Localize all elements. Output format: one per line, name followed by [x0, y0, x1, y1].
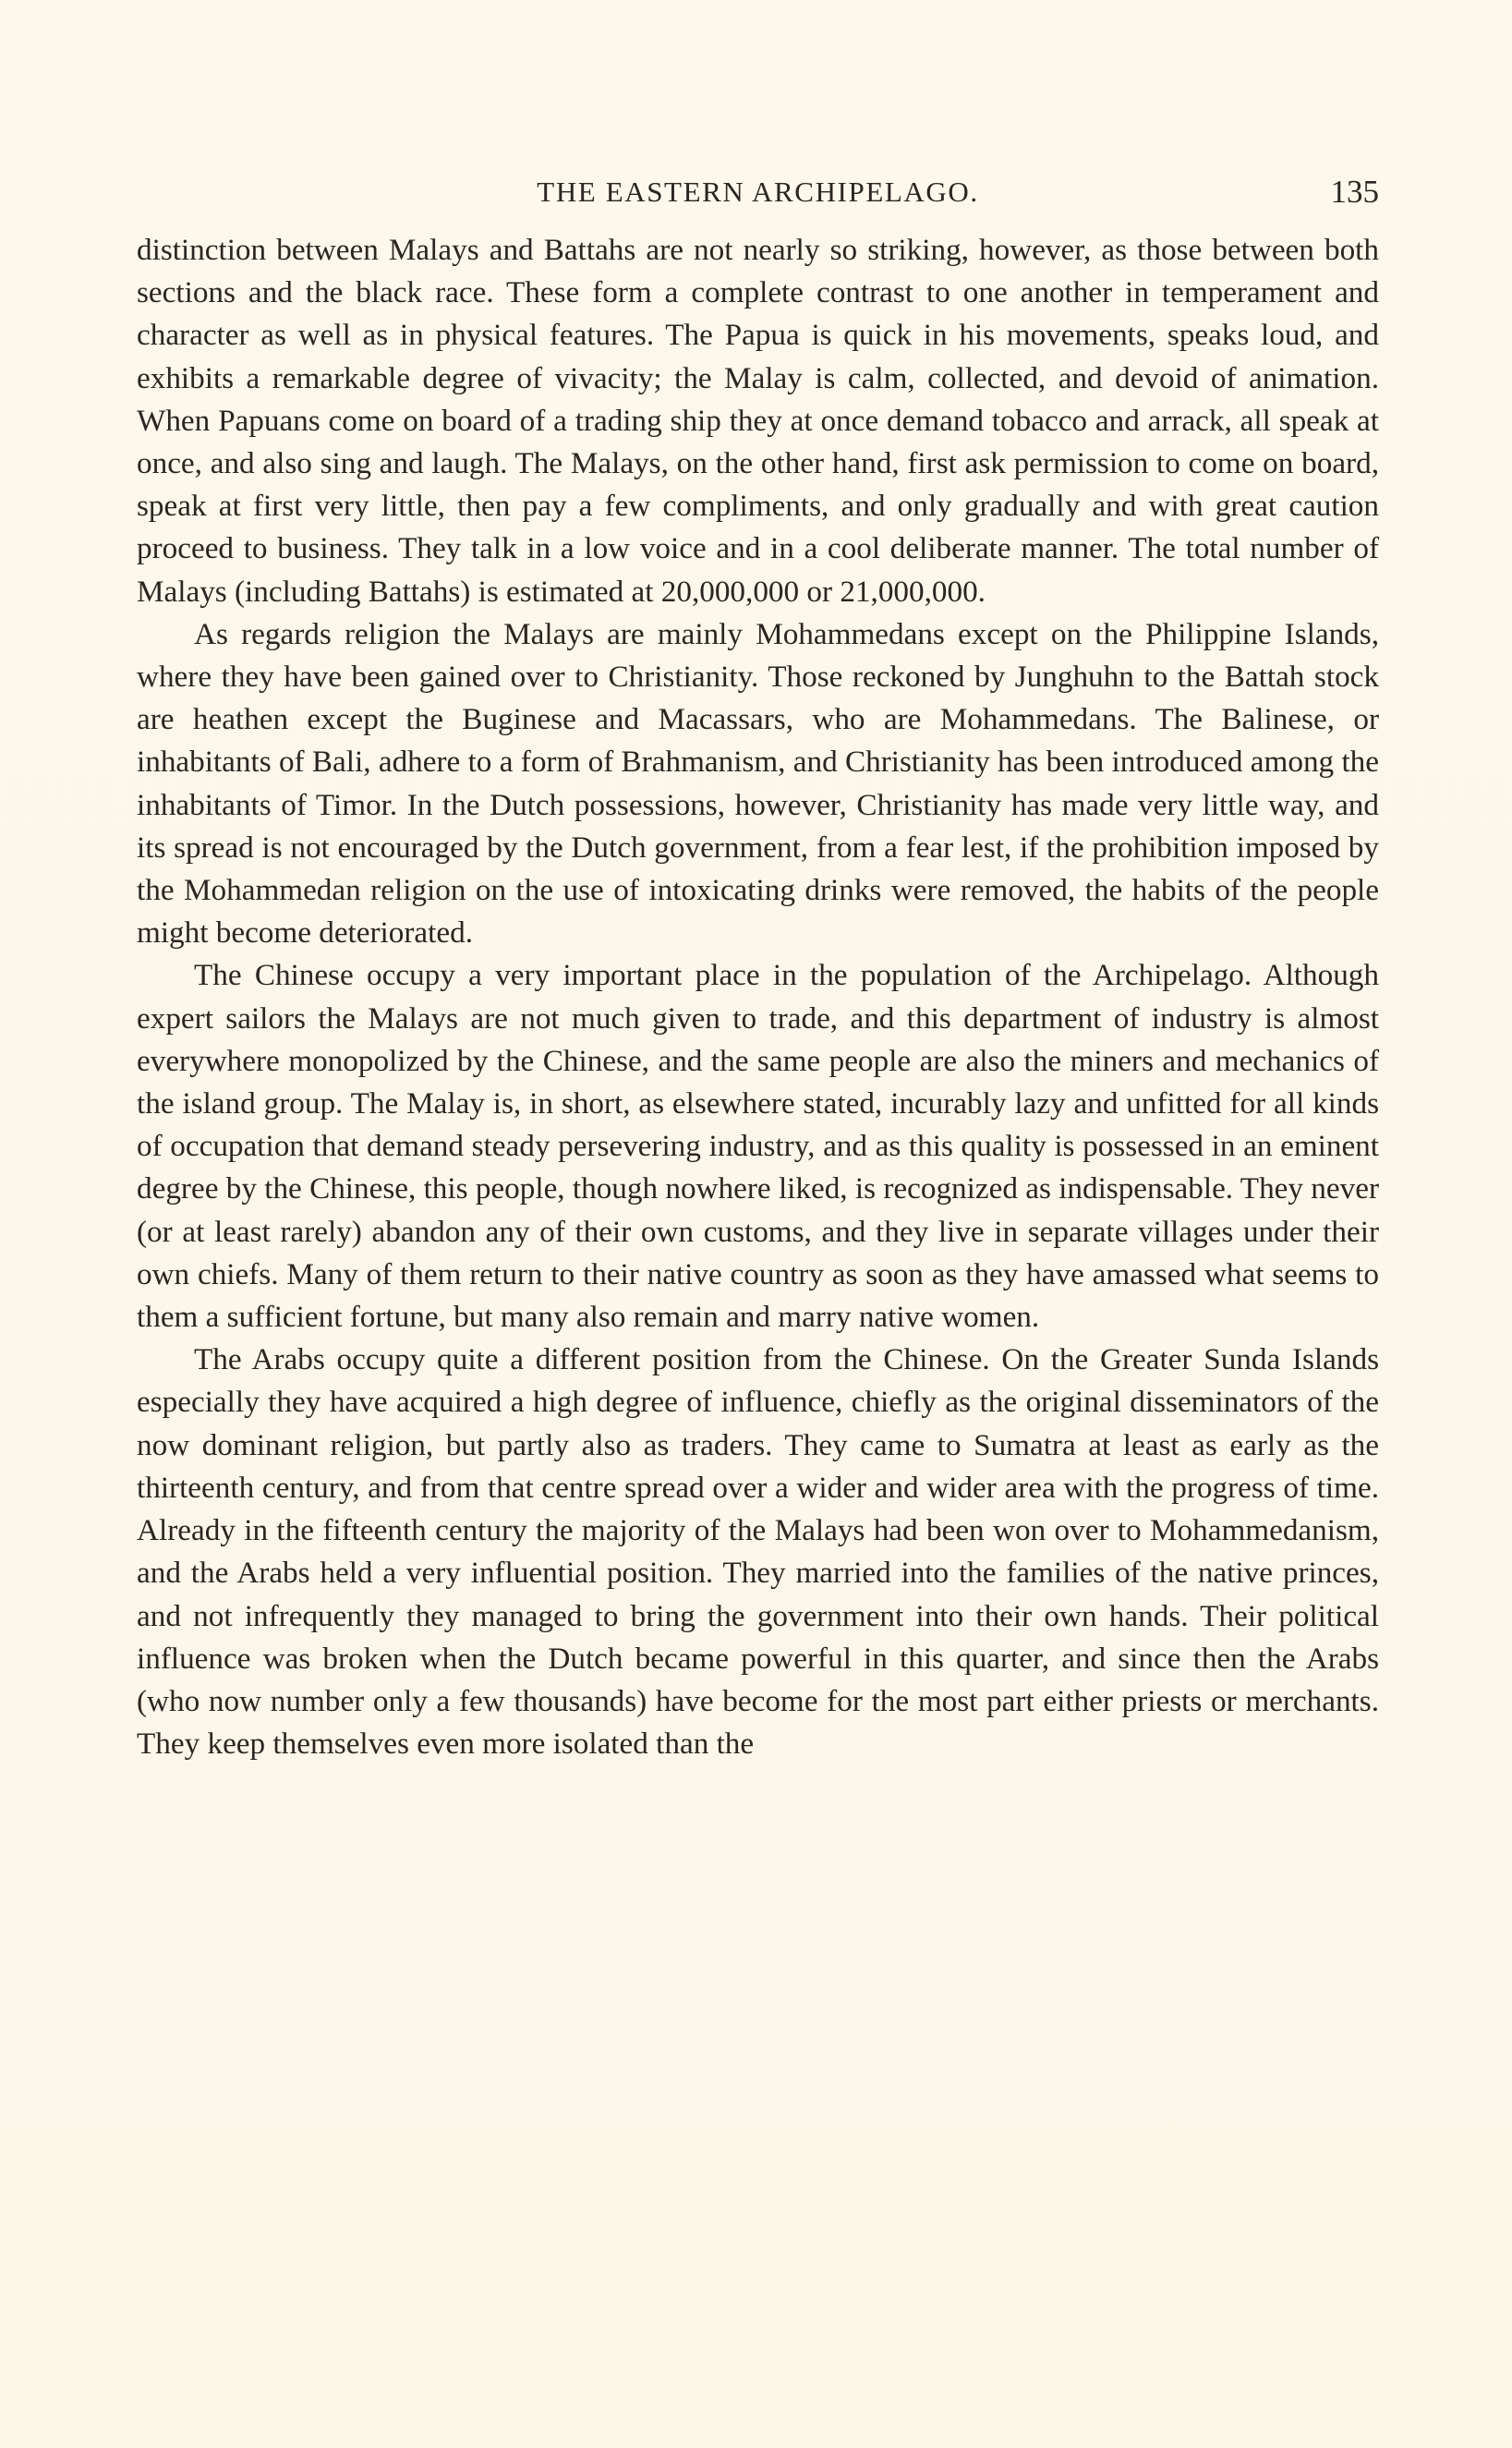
paragraph-chinese: The Chinese occupy a very important place in the population of the Archipelago. Although expert sailors the Malays are not much given to trade, and this department of industry is almost everywhere monopolized by the Chinese, and the same people are also the miners and mechanics of the island group. The Malay is, in short, as elsewhere stated, incurably lazy and unfitted for all kinds of occupation that demand steady persevering industry, and as this quality is possessed in an eminent degree by the Chinese, this people, though nowhere liked, is recognized as indispensable. They never (or at least rarely) abandon any of their own customs, and they live in separate villages under their own chiefs. Many of them return to their native country as soon as they have amassed what seems to them a sufficient fortune, but many also remain and marry native women.	[137, 958, 1379, 1335]
paragraph-malays-battahs-contrast: distinction between Malays and Battahs are not nearly so striking, however, as those between both sections and the black race. These form a complete contrast to one another in temperament and character as well as in physical features. The Papua is quick in his movements, speaks loud, and exhibits a remarkable degree of vivacity; the Malay is calm, collected, and devoid of animation. When Papuans come on board of a trading ship they at once demand tobacco and arrack, all speak at once, and also sing and laugh. The Malays, on the other hand, first ask permission to come on board, speak at first very little, then pay a few compliments, and only gradually and with great caution proceed to business. They talk in a low voice and in a cool deliberate manner. The total number of Malays (including Battahs) is estimated at 20,000,000 or 21,000,000.	[137, 233, 1379, 609]
page-number: 135	[1330, 174, 1379, 210]
body-text	[137, 229, 1379, 1765]
running-head	[137, 172, 1379, 212]
paragraph-arabs: The Arabs occupy quite a different position from the Chinese. On the Greater Sunda Islands especially they have acquired a high degree of influence, chiefly as the original disseminators of the now dominant religion, but partly also as traders. They came to Sumatra at least as early as the thirteenth century, and from that centre spread over a wider and wider area with the progress of time. Already in the fifteenth century the majority of the Malays had been won over to Mohammedanism, and the Arabs held a very influential position. They married into the families of the native princes, and not infrequently they managed to bring the government into their own hands. Their political influence was broken when the Dutch became powerful in this quarter, and since then the Arabs (who now number only a few thousands) have become for the most part either priests or merchants. They keep themselves even more isolated than the	[137, 1342, 1379, 1762]
running-title: THE EASTERN ARCHIPELAGO.	[537, 176, 979, 208]
paragraph-religion: As regards religion the Malays are mainly Mohammedans except on the Philippine Islands, where they have been gained over to Christianity. Those reckoned by Junghuhn to the Battah stock are heathen except the Buginese and Macassars, who are Mohammedans. The Balinese, or inhabitants of Bali, adhere to a form of Brahmanism, and Christianity has been introduced among the inhabitants of Timor. In the Dutch possessions, however, Christianity has made very little way, and its spread is not encouraged by the Dutch government, from a fear lest, if the prohibition imposed by the Mohammedan religion on the use of intoxicating drinks were removed, the habits of the people might become deteriorated.	[137, 616, 1379, 951]
